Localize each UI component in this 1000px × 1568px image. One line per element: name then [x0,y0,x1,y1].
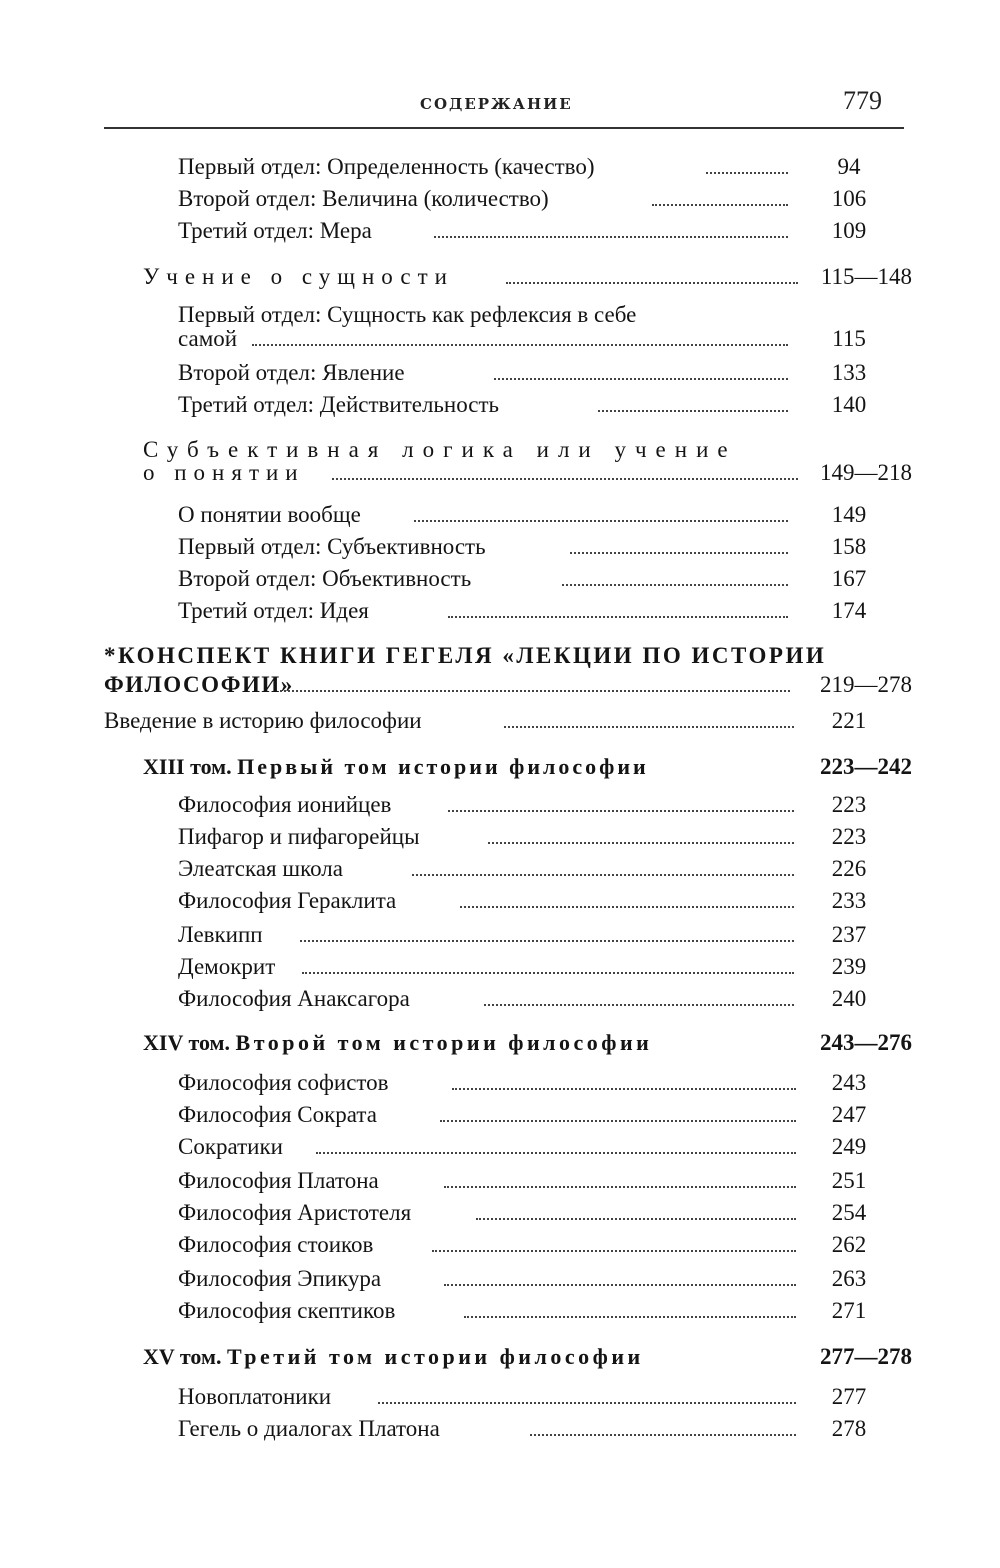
toc-entry-label: Философия Сократа [178,1102,377,1127]
dot-leader [464,1316,796,1318]
volume-prefix: XIII том. [143,754,232,779]
toc-entry-page: 233 [831,888,867,913]
toc-entry [0,1294,1000,1328]
dot-leader [652,204,788,206]
toc-entry [0,388,1000,422]
toc-entry-page: 239 [831,954,867,979]
toc-entry-page: 277—278 [820,1344,912,1369]
toc-entry-label: Философия ионийцев [178,792,392,817]
toc-entry [0,704,1000,738]
toc-entry-page: 237 [831,922,867,947]
toc-section-label-line2: о понятии [143,460,305,485]
toc-entry-label: Философия Платона [178,1168,379,1193]
toc-entry [0,214,1000,248]
toc-entry-label: Второй отдел: Объективность [178,566,472,591]
toc-entry-page: 226 [831,856,867,881]
toc-entry-page: 167 [831,566,867,591]
toc-entry [0,820,1000,854]
toc-entry-page: 115—148 [820,264,912,289]
toc-entry-page: 223—242 [820,754,912,779]
toc-volume-label [143,1344,644,1370]
toc-entry-page: 278 [831,1416,867,1441]
toc-section-entry [0,456,1000,490]
toc-entry-page: 109 [831,218,867,243]
toc-volume-label [143,1030,652,1056]
dot-leader [414,520,788,522]
dot-leader [706,172,788,174]
dot-leader [302,972,794,974]
toc-entry [0,1098,1000,1132]
toc-part-label-line2: ФИЛОСОФИИ» [104,672,294,697]
toc-entry [0,150,1000,184]
toc-entry-page: 243—276 [820,1030,912,1055]
toc-entry [0,498,1000,532]
toc-entry-page: 140 [831,392,867,417]
toc-entry [0,1380,1000,1414]
toc-entry [0,1412,1000,1446]
toc-entry-page: 219—278 [820,672,912,697]
dot-leader [412,874,794,876]
toc-entry [0,788,1000,822]
page-number: 779 [843,86,882,115]
toc-entry-label: Новоплатоники [178,1384,332,1409]
header-rule [104,127,904,129]
toc-entry-page: 263 [831,1266,867,1291]
toc-entry-page: 223 [831,792,867,817]
toc-entry-label: Левкипп [178,922,263,947]
dot-leader [316,1152,796,1154]
toc-entry-label: Философия Аристотеля [178,1200,412,1225]
toc-entry-page: 94 [837,154,861,179]
volume-title: Первый том истории философии [237,754,649,779]
dot-leader [484,1004,794,1006]
dot-leader [460,906,794,908]
toc-entry [0,1196,1000,1230]
dot-leader [494,378,788,380]
toc-entry [0,918,1000,952]
toc-entry [0,1262,1000,1296]
volume-title: Второй том истории философии [235,1030,653,1055]
toc-entry-page: 277 [831,1384,867,1409]
toc-entry [0,182,1000,216]
toc-entry [0,562,1000,596]
toc-volume-label [143,754,649,780]
toc-entry-label: Третий отдел: Идея [178,598,369,623]
dot-leader [444,1186,796,1188]
toc-volume-entry [0,1340,1000,1374]
dot-leader [504,726,794,728]
toc-entry-label: Философия стоиков [178,1232,374,1257]
toc-entry-page: 106 [831,186,867,211]
toc-entry [0,1066,1000,1100]
toc-entry [0,1228,1000,1262]
dot-leader [252,344,788,346]
toc-entry [0,884,1000,918]
toc-entry-label: Философия Анаксагора [178,986,410,1011]
toc-entry [0,530,1000,564]
toc-entry-label: Третий отдел: Действительность [178,392,500,417]
dot-leader [488,842,794,844]
toc-entry [0,852,1000,886]
toc-entry-label: Второй отдел: Величина (количество) [178,186,549,211]
toc-entry-label: Первый отдел: Определенность (качество) [178,154,595,179]
toc-entry [0,1164,1000,1198]
dot-leader [432,1250,796,1252]
toc-section-label-line1: Субъективная логика или учение [143,437,737,462]
dot-leader [332,478,798,480]
dot-leader [476,1218,796,1220]
dot-leader [452,1088,796,1090]
running-head-title: СОДЕРЖАНИЕ [420,95,573,113]
toc-entry-page: 262 [831,1232,867,1257]
toc-entry-label: Демокрит [178,954,276,979]
toc-entry-label: Философия скептиков [178,1298,396,1323]
toc-section-label: Учение о сущности [143,264,454,289]
toc-entry-label-line1: Первый отдел: Сущность как рефлексия в себе [178,302,637,327]
toc-entry-page: 221 [831,708,867,733]
toc-part-label-line1: *КОНСПЕКТ КНИГИ ГЕГЕЛЯ «ЛЕКЦИИ ПО ИСТОРИИ [104,643,827,668]
volume-title: Третий том истории философии [226,1344,644,1369]
dot-leader [448,616,788,618]
volume-prefix: XIV том. [143,1030,231,1055]
toc-entry-page: 149 [831,502,867,527]
volume-prefix: XV том. [143,1344,222,1369]
dot-leader [570,552,788,554]
toc-entry-label: Первый отдел: Субъективность [178,534,486,559]
toc-entry-label: Гегель о диалогах Платона [178,1416,440,1441]
toc-entry [0,1130,1000,1164]
toc-entry-label: Философия софистов [178,1070,389,1095]
toc-entry-page: 115 [832,326,866,351]
toc-entry-label: О понятии вообще [178,502,361,527]
dot-leader [598,410,788,412]
dot-leader [378,1402,796,1404]
toc-entry [0,982,1000,1016]
dot-leader [444,1284,796,1286]
toc-entry-label: Философия Эпикура [178,1266,382,1291]
dot-leader [280,690,790,692]
toc-entry-label: Второй отдел: Явление [178,360,405,385]
toc-entry-page: 249 [831,1134,867,1159]
toc-entry-page: 223 [831,824,867,849]
toc-entry-page: 247 [831,1102,867,1127]
toc-volume-entry [0,1026,1000,1060]
dot-leader [530,1434,796,1436]
toc-part-entry [0,668,1000,702]
toc-entry-label: Философия Гераклита [178,888,397,913]
toc-section-entry [0,260,1000,294]
toc-entry [0,594,1000,628]
dot-leader [434,236,788,238]
toc-entry-label: Третий отдел: Мера [178,218,372,243]
dot-leader [448,810,794,812]
dot-leader [562,584,788,586]
toc-entry-page: 254 [831,1200,867,1225]
dot-leader [440,1120,796,1122]
toc-entry-page: 174 [831,598,867,623]
dot-leader [300,940,794,942]
toc-entry-page: 271 [831,1298,867,1323]
toc-entry [0,322,1000,356]
toc-entry-label-line2: самой [178,326,238,351]
toc-entry [0,950,1000,984]
toc-entry-label: Сократики [178,1134,283,1159]
toc-entry [0,356,1000,390]
toc-entry-label: Введение в историю философии [104,708,422,733]
toc-entry-page: 133 [831,360,867,385]
dot-leader [506,282,798,284]
toc-entry-label: Элеатская школа [178,856,343,881]
toc-entry-label: Пифагор и пифагорейцы [178,824,420,849]
toc-volume-entry [0,750,1000,784]
toc-entry-page: 158 [831,534,867,559]
toc-entry-page: 240 [831,986,867,1011]
toc-entry-page: 243 [831,1070,867,1095]
toc-entry-page: 149—218 [820,460,912,485]
toc-entry-page: 251 [831,1168,867,1193]
